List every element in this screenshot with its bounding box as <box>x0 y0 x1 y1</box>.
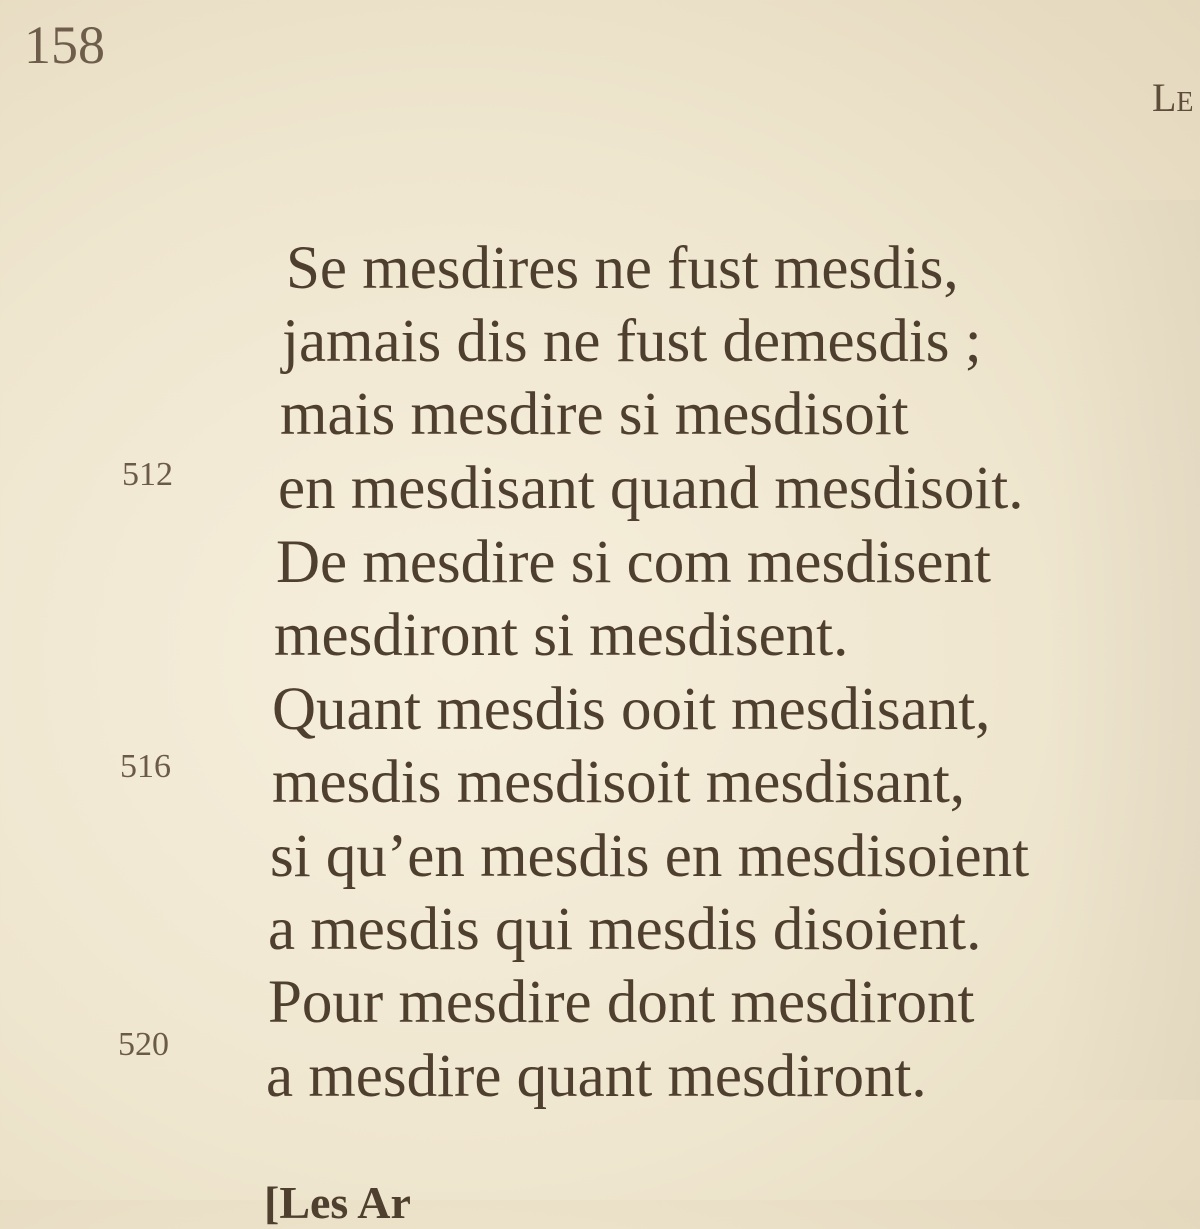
line-number: 512 <box>122 456 173 493</box>
verse-line: en mesdisant quand mesdisoit. <box>278 455 1024 522</box>
verse-line: mesdiront si mesdisent. <box>274 602 849 669</box>
verse-line: Quant mesdis ooit mesdisant, <box>272 676 991 743</box>
verse-line: a mesdire quant mesdiront. <box>266 1043 927 1110</box>
page-number: 158 <box>24 15 105 75</box>
verse-line: Se mesdires ne fust mesdis, <box>286 235 959 302</box>
running-head: Le <box>1152 75 1194 120</box>
verse-line: si qu’en mesdis en mesdisoient <box>270 823 1030 890</box>
verse-line: Pour mesdire dont mesdiront <box>268 969 975 1036</box>
line-number: 520 <box>118 1026 169 1063</box>
line-number: 516 <box>120 748 171 785</box>
section-heading: [Les Ar <box>264 1177 411 1228</box>
verse-line: mesdis mesdisoit mesdisant, <box>272 749 966 816</box>
verse-line: a mesdis qui mesdis disoient. <box>268 896 982 963</box>
facing-page-shadow <box>1050 200 1200 1100</box>
verse-line: mais mesdire si mesdisoit <box>280 381 909 448</box>
verse-line: jamais dis ne fust demesdis ; <box>282 308 982 375</box>
verse-line: De mesdire si com mesdisent <box>276 529 991 596</box>
